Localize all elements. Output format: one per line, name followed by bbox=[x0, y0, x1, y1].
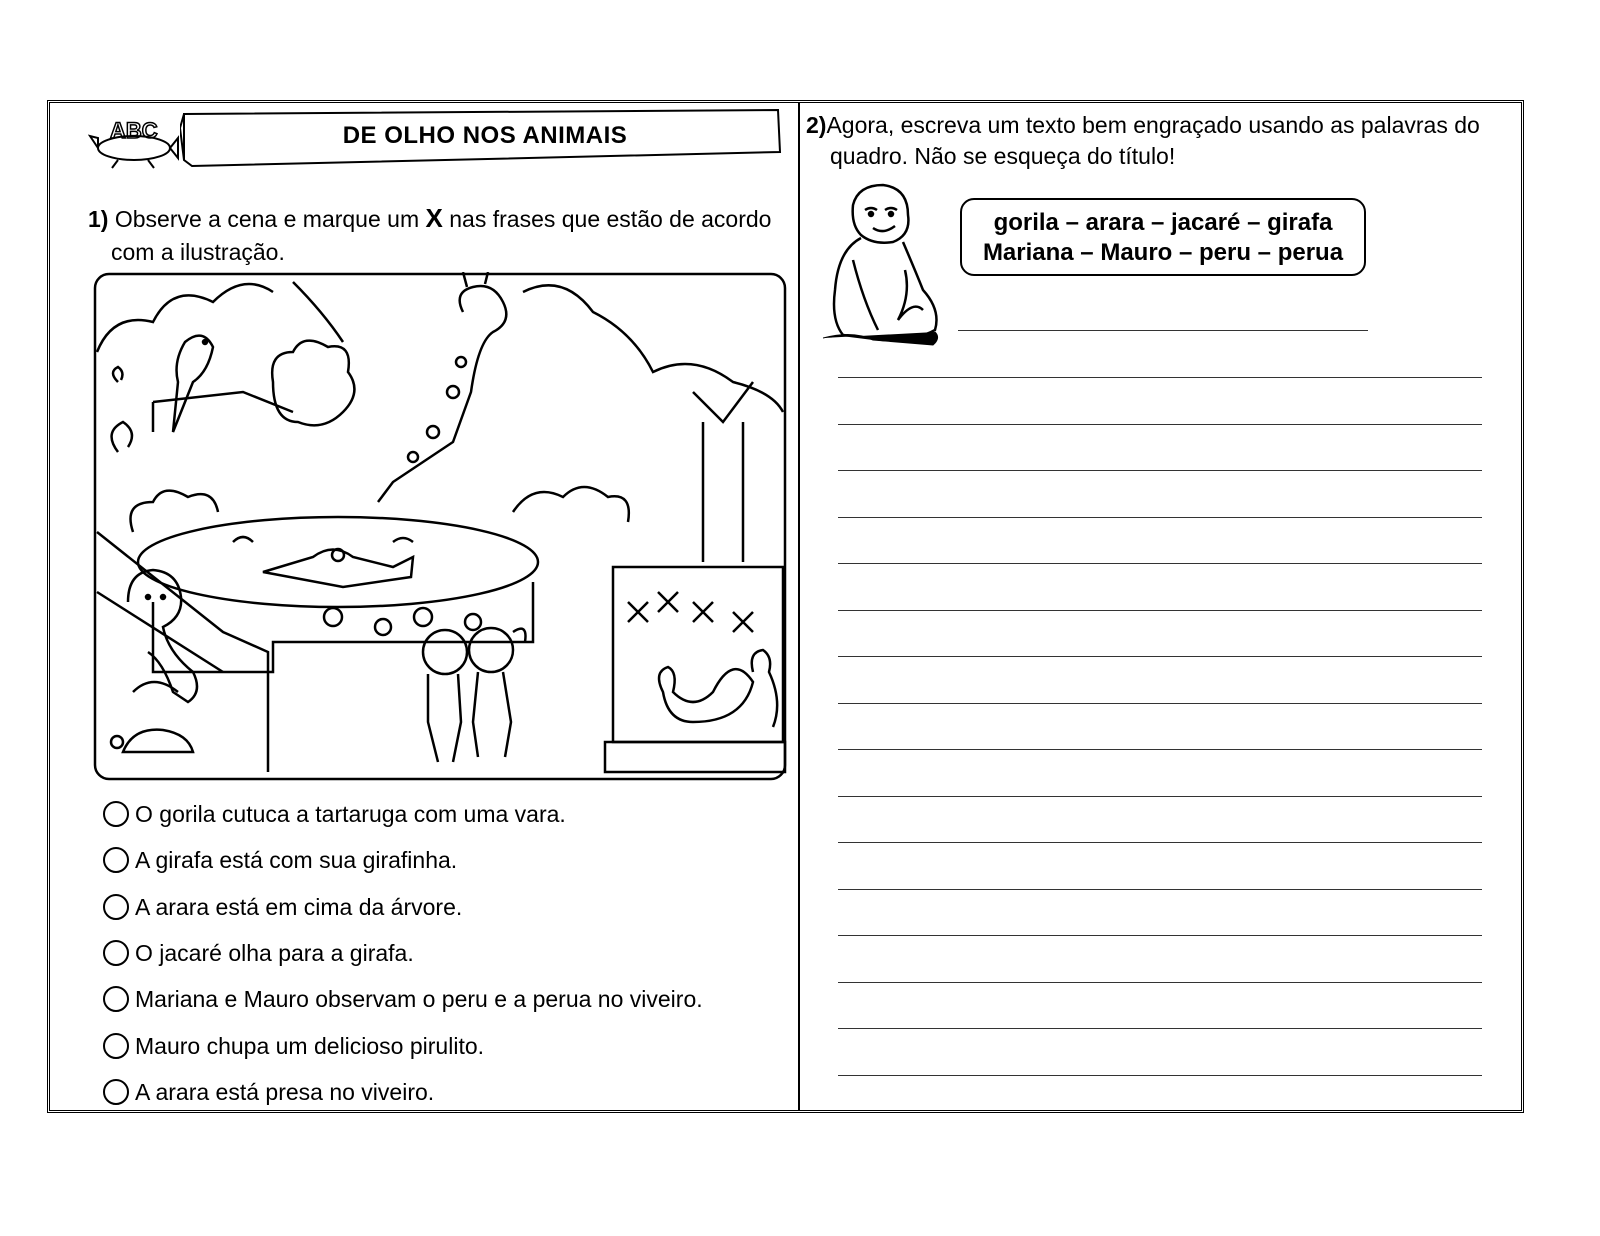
option-4-text: O jacaré olha para a girafa. bbox=[135, 939, 414, 966]
child-mariana bbox=[469, 628, 513, 672]
option-4[interactable] bbox=[103, 936, 414, 970]
writing-line[interactable] bbox=[838, 610, 1482, 611]
option-3-text: A arara está em cima da árvore. bbox=[135, 893, 463, 920]
question-1-prompt bbox=[88, 202, 794, 269]
answer-circle[interactable] bbox=[103, 894, 129, 920]
answer-circle[interactable] bbox=[103, 986, 129, 1012]
question-2-text-a: Agora, escreva um texto bem engraçado usando as palavras do bbox=[826, 112, 1480, 138]
crocodile bbox=[263, 550, 413, 588]
answer-circle[interactable] bbox=[103, 940, 129, 966]
writing-line[interactable] bbox=[838, 749, 1482, 750]
zoo-scene-illustration bbox=[93, 272, 787, 781]
option-6[interactable] bbox=[103, 1029, 484, 1063]
x-mark: X bbox=[425, 203, 443, 233]
giraffe bbox=[378, 286, 506, 502]
peacock bbox=[659, 667, 753, 722]
option-6-text: Mauro chupa um delicioso pirulito. bbox=[135, 1032, 485, 1059]
writing-line[interactable] bbox=[838, 470, 1482, 471]
column-divider bbox=[798, 103, 800, 1111]
question-2-number: 2) bbox=[806, 112, 827, 138]
word-list-line-1: gorila – arara – jacaré – girafa bbox=[993, 209, 1333, 236]
page-title: DE OLHO NOS ANIMAIS bbox=[342, 122, 628, 149]
writing-line[interactable] bbox=[838, 889, 1482, 890]
writing-line[interactable] bbox=[838, 1075, 1482, 1076]
question-1-number: 1) bbox=[88, 206, 109, 232]
word-box bbox=[960, 198, 1366, 276]
writing-line[interactable] bbox=[838, 703, 1482, 704]
aviary bbox=[613, 567, 783, 742]
word-list-line-2: Mariana – Mauro – peru – perua bbox=[982, 239, 1344, 266]
option-1-text: O gorila cutuca a tartaruga com uma vara. bbox=[135, 800, 566, 827]
writing-line[interactable] bbox=[838, 517, 1482, 518]
writing-line[interactable] bbox=[838, 424, 1482, 425]
option-7[interactable] bbox=[103, 1075, 434, 1109]
writing-line[interactable] bbox=[838, 563, 1482, 564]
turtle bbox=[123, 730, 193, 752]
option-7-text: A arara está presa no viveiro. bbox=[135, 1078, 435, 1105]
answer-circle[interactable] bbox=[103, 801, 129, 827]
writing-line[interactable] bbox=[838, 656, 1482, 657]
question-1-text-a: Observe a cena e marque um bbox=[114, 206, 420, 232]
option-3[interactable] bbox=[103, 890, 462, 924]
writing-line[interactable] bbox=[838, 842, 1482, 843]
logo-letters: ABC bbox=[110, 118, 158, 143]
answer-circle[interactable] bbox=[103, 847, 129, 873]
abc-airplane-logo bbox=[88, 108, 180, 170]
answer-circle[interactable] bbox=[103, 1033, 129, 1059]
writing-line[interactable] bbox=[838, 1028, 1482, 1029]
peahen bbox=[752, 650, 777, 727]
option-2-text: A girafa está com sua girafinha. bbox=[135, 846, 458, 873]
writing-line[interactable] bbox=[838, 982, 1482, 983]
option-5[interactable] bbox=[103, 982, 703, 1016]
option-5-text: Mariana e Mauro observam o peru e a perua no viveiro. bbox=[135, 985, 703, 1012]
question-1-text-b: nas frases que estão de acordo bbox=[449, 206, 772, 232]
option-1[interactable] bbox=[103, 797, 566, 831]
writing-line[interactable] bbox=[838, 377, 1482, 378]
answer-circle[interactable] bbox=[103, 1079, 129, 1105]
writing-line[interactable] bbox=[838, 935, 1482, 936]
parrot bbox=[173, 336, 213, 432]
question-2-prompt bbox=[806, 110, 1516, 172]
question-1-text-c: com a ilustração. bbox=[111, 239, 285, 265]
question-2-text-b: quadro. Não se esqueça do título! bbox=[830, 143, 1176, 169]
option-2[interactable] bbox=[103, 843, 457, 877]
title-writing-line[interactable] bbox=[958, 330, 1368, 331]
child-mauro bbox=[423, 630, 467, 674]
writing-line[interactable] bbox=[838, 796, 1482, 797]
gorilla-illustration bbox=[823, 180, 943, 350]
